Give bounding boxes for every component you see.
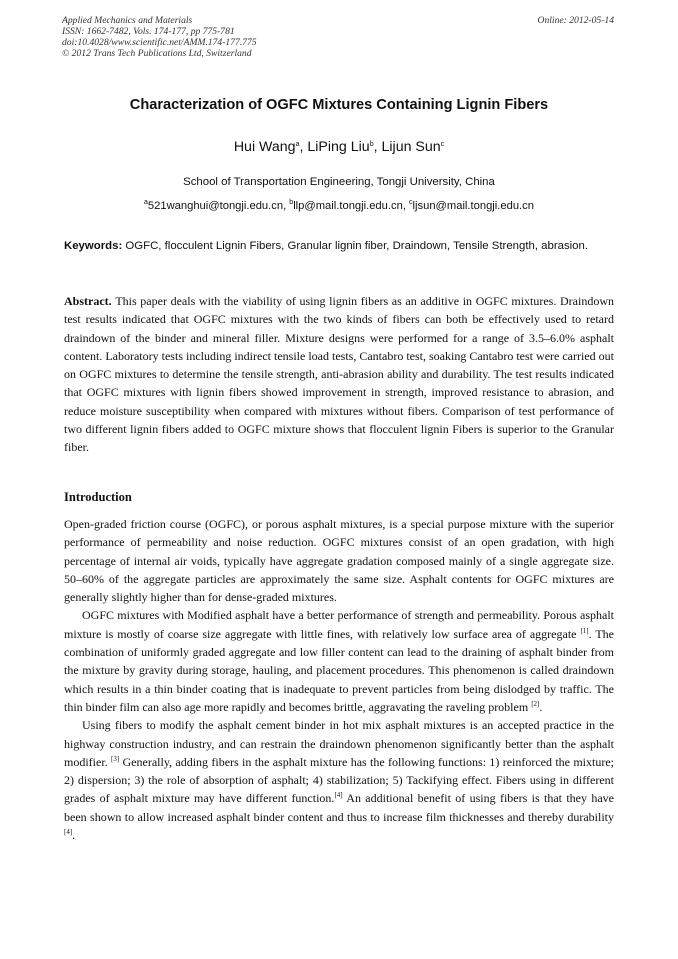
author-separator: , [373, 139, 382, 155]
paragraph [64, 716, 614, 844]
citation: [3] [111, 754, 120, 763]
affiliation: School of Transportation Engineering, Tongji University, China [183, 176, 495, 188]
email-address[interactable]: ljsun@mail.tongji.edu.cn [412, 200, 534, 212]
paragraph-text: . The combination of uniformly graded aggregate and low filler content can lead to the draining of asphalt binder from the mixture by gravity during storage, hauling, and placement procedures. This phenomenon is called draindown which results in a thin binder coating that is inadequate to prevent particles from being dislodged by traffic. The thin binder film can also age more rapidly and becomes brittle, aggravating the raveling problem [64, 626, 614, 714]
online-date: Online: 2012-05-14 [537, 15, 614, 26]
copyright-line: © 2012 Trans Tech Publications Ltd, Switzerland [62, 48, 252, 59]
author-name: LiPing Liu [307, 139, 370, 155]
citation: [1] [580, 626, 589, 635]
citation: [2] [531, 699, 540, 708]
author-list [0, 139, 678, 155]
email-list [0, 200, 678, 212]
abstract [64, 292, 614, 457]
email-mark: b [289, 199, 294, 206]
paragraph-text: Using fibers to modify the asphalt cement binder in hot mix asphalt mixtures is an accepted practice in the highway construction industry, and can restrain the draindown phenomenon significantly better than the asphalt modifier. [64, 718, 614, 769]
issn-line: ISSN: 1662-7482, Vols. 174-177, pp 775-781 [62, 26, 235, 37]
paragraph-text: OGFC mixtures with Modified asphalt have a better performance of strength and permeability. Porous asphalt mixture is mostly of coarse size aggregate with little fines, with relatively low surface area of aggregate [64, 608, 614, 641]
introduction-body [64, 515, 614, 844]
email-address[interactable]: 521wanghui@tongji.edu.cn [147, 200, 284, 212]
paragraph-text: . [539, 699, 543, 714]
paragraph-text: . [72, 828, 76, 843]
keywords [64, 237, 614, 256]
paper-title: Characterization of OGFC Mixtures Containing Lignin Fibers [129, 97, 549, 113]
author-name: Lijun Sun [381, 139, 441, 155]
email-separator: , [402, 200, 410, 212]
abstract-text: This paper deals with the viability of using lignin fibers as an additive in OGFC mixtures. Draindown test results indicated that OGFC mixtures with the two kinds of fibers can both be effectively used to retard draindown of the binder and mineral filler. Mixture designs were performed for a range of 3.5–6.0% asphalt content. Laboratory tests including indirect tensile load tests, Cantabro test, soaking Cantabro test were carried out on OGFC mixtures to determine the tensile strength, anti-abrasion ability and durability. The test results indicated that OGFC mixtures with lignin fibers showed improvement in strength, improved resistance to abrasion, and reduce moisture susceptibility when compared with mixtures without fibers. Comparison of test performance of two different lignin fibers added to OGFC mixture shows that flocculent lignin Fibers is superior to the Granular fiber. [64, 294, 614, 455]
author-affil-mark: a [295, 141, 300, 148]
email-mark: a [144, 199, 148, 206]
citation: [4] [334, 791, 343, 800]
keywords-text: OGFC, flocculent Lignin Fibers, Granular lignin fiber, Draindown, Tensile Strength, abrasion. [125, 240, 589, 252]
doi-line: doi:10.4028/www.scientific.net/AMM.174-177.775 [62, 37, 257, 48]
author-affil-mark: b [369, 141, 374, 148]
abstract-label: Abstract. [64, 294, 112, 308]
section-heading-introduction: Introduction [64, 490, 132, 504]
paragraph-text: Generally, adding fibers in the asphalt mixture has the following functions: 1) reinforced the mixture; 2) dispersion; 3) the role of absorption of asphalt; 4) stabilization; 5) Tackifying effect. Fibers using in different grades of asphalt mixture may have different function. [64, 754, 614, 806]
email-mark: c [409, 199, 413, 206]
paragraph [64, 606, 614, 716]
email-separator: , [283, 200, 290, 212]
journal-name: Applied Mechanics and Materials [62, 15, 193, 26]
author-affil-mark: c [440, 141, 445, 148]
author-separator: , [299, 139, 308, 155]
email-address[interactable]: llp@mail.tongji.edu.cn [293, 200, 403, 212]
keywords-label: Keywords: [64, 240, 123, 252]
journal-header [62, 15, 257, 59]
citation: [4] [64, 828, 73, 837]
author-name: Hui Wang [233, 139, 296, 155]
paragraph: Open-graded friction course (OGFC), or porous asphalt mixtures, is a special purpose mixture with the superior performance of permeability and noise reduction. OGFC mixtures consist of an open gradation, with high percentage of internal air voids, typically have aggregate gradation composed mainly of a single aggregate size. 50–60% of the aggregate particles are approximately the same size. Asphalt contents for OGFC mixtures are generally slightly higher than for dense-graded mixtures. [64, 517, 614, 605]
paragraph-text: An additional benefit of using fibers is that they have been shown to allow increased asphalt binder content and thus to increase film thicknesses and thereby durability [64, 791, 614, 824]
